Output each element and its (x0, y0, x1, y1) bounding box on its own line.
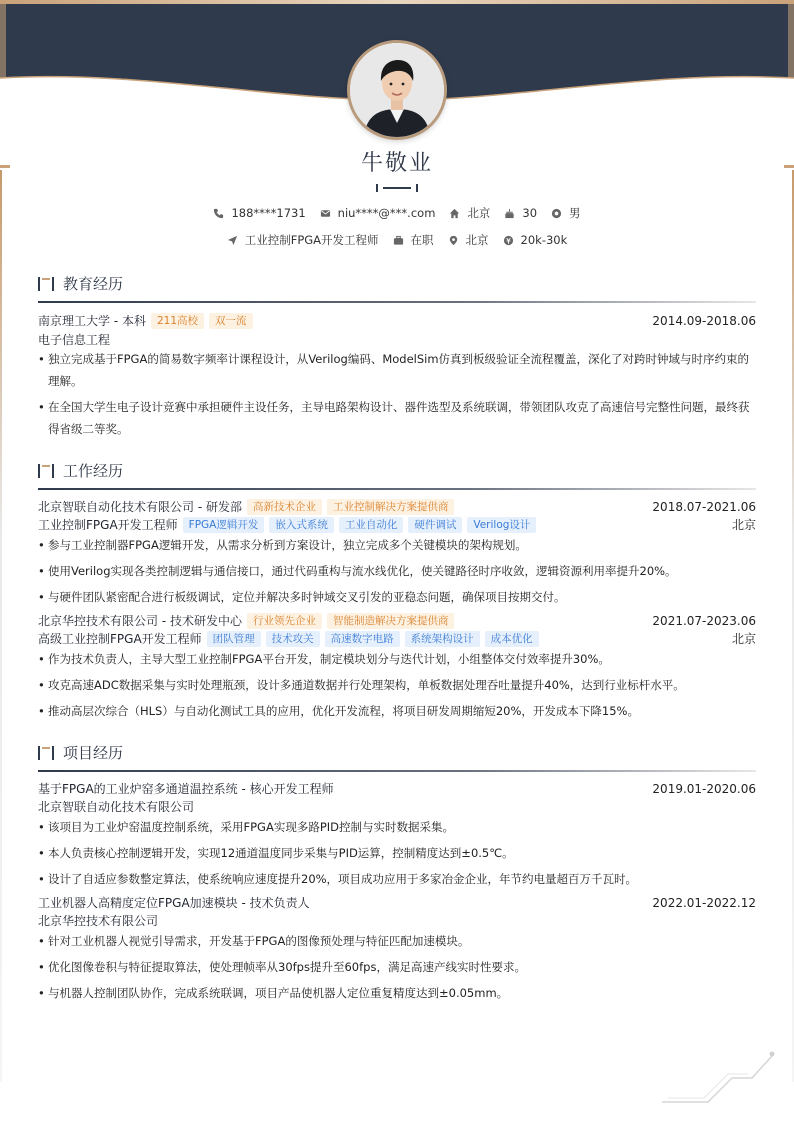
section-divider (38, 770, 756, 772)
email-icon (320, 208, 331, 219)
footer-decoration (660, 1048, 778, 1106)
project-company-row (38, 799, 756, 815)
school-tag: 211高校 (151, 313, 204, 329)
intent-city-item (448, 232, 489, 248)
age-item (504, 206, 537, 220)
section-title-text: 教育经历 (63, 275, 124, 293)
status-item (393, 232, 434, 248)
skill-tag: FPGA逻辑开发 (183, 517, 265, 533)
work-bullet: • 攻克高速ADC数据采集与实时处理瓶颈，设计多通道数据并行处理架构，单板数据处理吞吐量提升40%，达到行业标杆水平。 (38, 674, 756, 696)
salary-text: 20k-30k (520, 233, 568, 247)
project-bullet: • 与机器人控制团队协作，完成系统联调，项目产品使机器人定位重复精度达到±0.05mm。 (38, 982, 756, 1004)
project-header (38, 781, 756, 797)
company-tag: 高新技术企业 (247, 499, 322, 515)
work-date: 2021.07-2023.06 (652, 614, 756, 628)
project-company-row (38, 913, 756, 929)
name-underline-decoration (376, 183, 418, 193)
skill-tag: 团队管理 (207, 631, 261, 647)
phone-text: 188****1731 (231, 206, 306, 220)
work-bullet: • 参与工业控制器FPGA逻辑开发，从需求分析到方案设计，独立完成多个关键模块的架构规划。 (38, 534, 756, 556)
work-bullet: • 推动高层次综合（HLS）与自动化测试工具的应用，优化开发流程，将项目研发周期缩短20%，开发成本下降15%。 (38, 700, 756, 722)
work-city: 北京 (731, 632, 756, 646)
education-major-row (38, 332, 756, 348)
major-text: 电子信息工程 (38, 333, 111, 347)
section-divider (38, 301, 756, 303)
skill-tag: 硬件调试 (408, 517, 462, 533)
gender-item (551, 205, 581, 221)
education-date: 2014.09-2018.06 (652, 314, 756, 328)
left-border (0, 170, 2, 1082)
location-pin-icon (448, 235, 459, 246)
skill-tag: 工业自动化 (339, 517, 404, 533)
candidate-name: 牛敬业 (360, 151, 433, 176)
work-date: 2018.07-2021.06 (652, 500, 756, 514)
education-section-title (38, 273, 123, 294)
project-date: 2022.01-2022.12 (652, 896, 756, 910)
work-bullet: • 使用Verilog实现各类控制逻辑与通信接口，通过代码重构与流水线优化，使关键路径时序收敛，逻辑资源利用率提升20%。 (38, 560, 756, 582)
project-company-text: 北京华控技术有限公司 (38, 914, 159, 928)
phone-icon (213, 208, 224, 219)
gender-text: 男 (569, 206, 581, 220)
company-text: 北京华控技术有限公司 - 技术研发中心 (38, 614, 242, 628)
skill-tag: 高速数字电路 (325, 631, 400, 647)
gender-icon (551, 208, 562, 219)
education-bullet: • 在全国大学生电子设计竞赛中承担硬件主设任务，主导电路架构设计、器件选型及系统联调，带领团队攻克了高速信号完整性问题，最终获得省级二等奖。 (38, 396, 756, 440)
salary-item (503, 233, 568, 247)
skill-tag: Verilog设计 (467, 517, 536, 533)
project-bullet: • 优化图像卷积与特征提取算法，使处理帧率从30fps提升至60fps，满足高速产线实时性要求。 (38, 956, 756, 978)
projects-section-title (38, 742, 123, 763)
school-text: 南京理工大学 - 本科 (38, 314, 146, 328)
status-text: 在职 (410, 233, 434, 247)
project-company-text: 北京智联自动化技术有限公司 (38, 800, 195, 814)
briefcase-icon (393, 235, 404, 246)
skill-tag: 系统架构设计 (405, 631, 480, 647)
work-header (38, 499, 756, 515)
send-icon (227, 235, 238, 246)
city-item (449, 205, 490, 221)
education-bullet: • 独立完成基于FPGA的简易数字频率计课程设计，从Verilog编码、ModelSim仿真到板级验证全流程覆盖，深化了对跨时钟域与时序约束的理解。 (38, 348, 756, 392)
work-header (38, 613, 756, 629)
skill-tag: 嵌入式系统 (269, 517, 334, 533)
project-title-text: 基于FPGA的工业炉窑多通道温控系统 - 核心开发工程师 (38, 782, 334, 796)
contact-row (0, 205, 794, 221)
email-text: niu****@***.com (337, 206, 436, 220)
work-city: 北京 (731, 518, 756, 532)
work-title-row (38, 631, 756, 647)
project-title-text: 工业机器人高精度定位FPGA加速模块 - 技术负责人 (38, 896, 310, 910)
project-bullet: • 本人负责核心控制逻辑开发，实现12通道温度同步采集与PID运算，控制精度达到±0.5℃。 (38, 842, 756, 864)
job-title-text: 高级工业控制FPGA开发工程师 (38, 632, 202, 646)
project-bullet: • 该项目为工业炉窑温度控制系统，采用FPGA实现多路PID控制与实时数据采集。 (38, 816, 756, 838)
avatar (347, 40, 447, 140)
section-marker-icon (38, 277, 55, 291)
work-title-row (38, 517, 756, 533)
work-bullet: • 与硬件团队紧密配合进行板级调试，定位并解决多时钟域交叉引发的亚稳态问题，确保项目按期交付。 (38, 586, 756, 608)
company-tag: 行业领先企业 (247, 613, 322, 629)
section-title-text: 工作经历 (63, 462, 124, 480)
job-intent-row (0, 232, 794, 248)
project-bullet: • 针对工业机器人视觉引导需求，开发基于FPGA的图像预处理与特征匹配加速模块。 (38, 930, 756, 952)
section-marker-icon (38, 746, 55, 760)
email-item (320, 206, 436, 220)
intent-city-text: 北京 (465, 233, 489, 247)
skill-tag: 技术攻关 (266, 631, 320, 647)
work-bullet: • 作为技术负责人，主导大型工业控制FPGA平台开发，制定模块划分与迭代计划，小组整体交付效率提升30%。 (38, 648, 756, 670)
company-tag: 工业控制解决方案提供商 (327, 499, 455, 515)
project-bullet: • 设计了自适应参数整定算法，使系统响应速度提升20%，项目成功应用于多家冶金企业，年节约电量超百万千瓦时。 (38, 868, 756, 890)
company-text: 北京智联自动化技术有限公司 - 研发部 (38, 500, 242, 514)
age-text: 30 (522, 206, 538, 220)
city-text: 北京 (467, 206, 491, 220)
work-section-title (38, 460, 123, 481)
section-marker-icon (38, 464, 55, 478)
project-header (38, 895, 756, 911)
school-tag: 双一流 (209, 313, 253, 329)
skill-tag: 成本优化 (485, 631, 539, 647)
position-text: 工业控制FPGA开发工程师 (244, 233, 379, 247)
position-item (227, 232, 379, 248)
home-icon (449, 208, 460, 219)
section-title-text: 项目经历 (63, 744, 124, 762)
education-header (38, 313, 756, 329)
money-icon (503, 235, 514, 246)
cake-icon (504, 208, 515, 219)
phone-item (213, 206, 305, 220)
section-divider (38, 488, 756, 490)
job-title-text: 工业控制FPGA开发工程师 (38, 518, 178, 532)
company-tag: 智能制造解决方案提供商 (327, 613, 455, 629)
project-date: 2019.01-2020.06 (652, 782, 756, 796)
